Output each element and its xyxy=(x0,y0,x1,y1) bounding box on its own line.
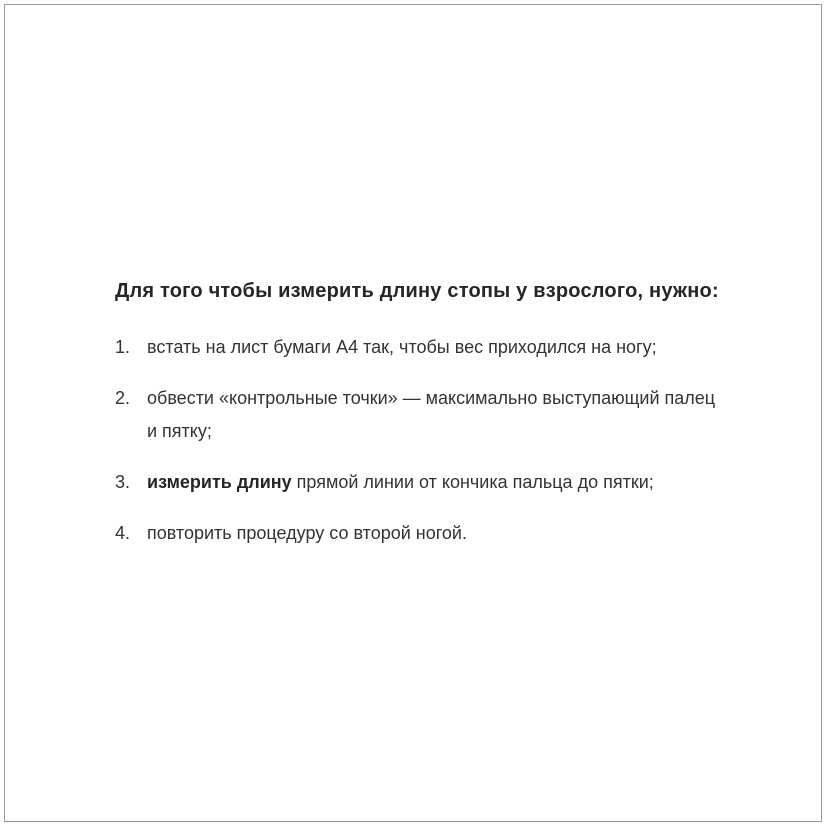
instruction-heading: Для того чтобы измерить длину стопы у взрослого, нужно: xyxy=(115,280,719,302)
step-text: прямой линии от кончика пальца до пятки; xyxy=(291,472,654,492)
step-number: 4. xyxy=(115,523,131,543)
list-item xyxy=(115,382,725,448)
instruction-block xyxy=(115,273,725,568)
page-frame xyxy=(4,4,822,822)
step-number: 1. xyxy=(115,337,131,357)
list-item xyxy=(115,466,725,499)
step-number: 3. xyxy=(115,472,131,492)
step-text: встать на лист бумаги А4 так, чтобы вес приходился на ногу; xyxy=(147,337,657,357)
steps-list xyxy=(115,331,725,550)
step-number: 2. xyxy=(115,388,131,408)
step-text: повторить процедуру со второй ногой. xyxy=(147,523,467,543)
step-text: обвести «контрольные точки» — максимально выступающий палец и пятку; xyxy=(147,388,716,441)
list-item xyxy=(115,517,725,550)
step-emphasis: измерить длину xyxy=(147,472,292,492)
list-item xyxy=(115,331,725,364)
